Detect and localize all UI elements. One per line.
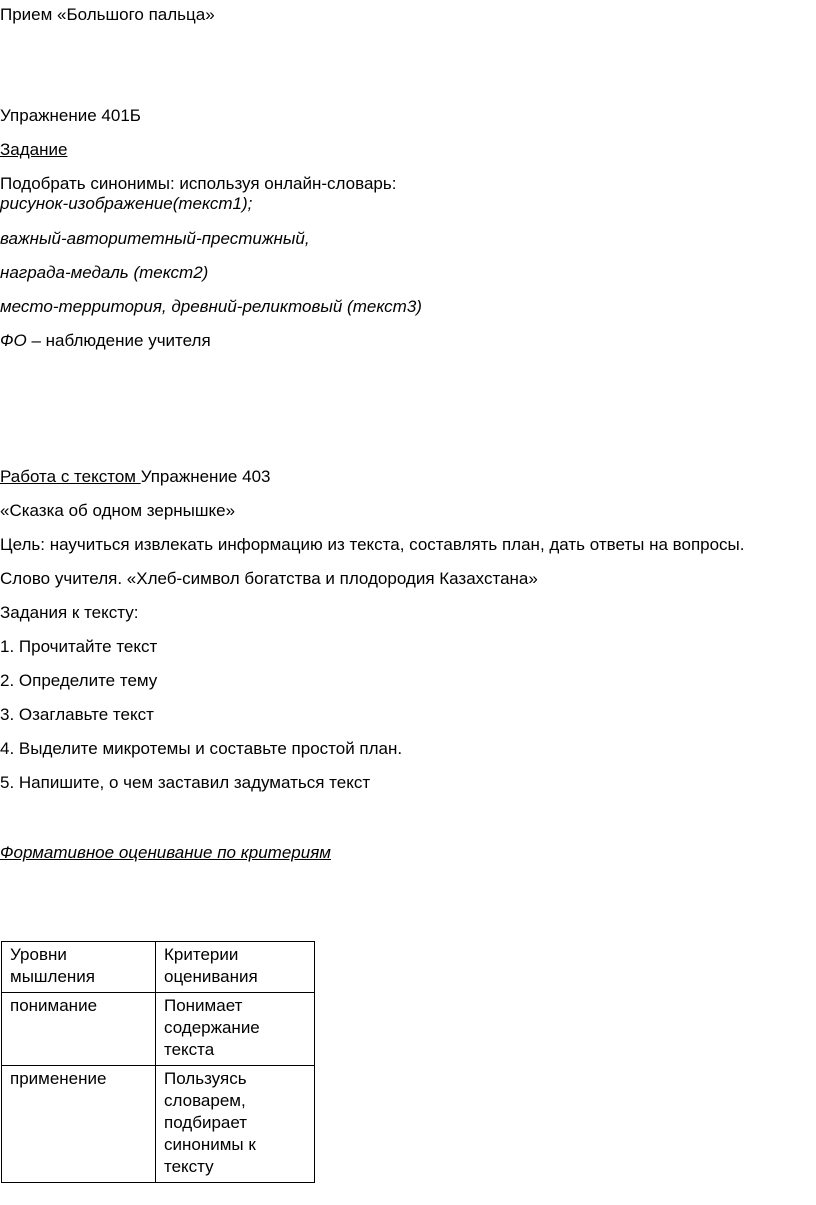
synonym-item: награда-медаль (текст2) xyxy=(0,263,209,282)
table-cell: Пользуясь словарем, подбирает синонимы к тексту xyxy=(156,1066,315,1183)
assessment-heading: Формативное оценивание по критериям xyxy=(0,843,331,862)
task-item: 3. Озаглавьте текст xyxy=(0,705,154,724)
exercise-401-title: Упражнение 401Б xyxy=(0,106,141,125)
table-cell: понимание xyxy=(2,993,156,1066)
task-item: 2. Определите тему xyxy=(0,671,158,690)
task-label: Задание xyxy=(0,140,68,159)
text-work-line xyxy=(0,466,270,488)
synonym-item: важный-авторитетный-престижный, xyxy=(0,229,310,248)
tasks-heading: Задания к тексту: xyxy=(0,603,139,622)
teacher-word: Слово учителя. «Хлеб-символ богатства и плодородия Казахстана» xyxy=(0,569,538,588)
fo-label: ФО xyxy=(0,331,27,350)
table-cell: применение xyxy=(2,1066,156,1183)
synonym-item: место-территория, древний-реликтовый (текст3) xyxy=(0,297,422,316)
technique-title: Прием «Большого пальца» xyxy=(0,5,215,24)
table-row xyxy=(2,1066,315,1183)
story-title: «Сказка об одном зернышке» xyxy=(0,501,236,520)
lesson-goal: Цель: научиться извлекать информацию из текста, составлять план, дать ответы на вопросы. xyxy=(0,535,745,554)
fo-text: – наблюдение учителя xyxy=(26,331,211,350)
exercise-403-title: Упражнение 403 xyxy=(140,467,271,486)
synonym-item: рисунок-изображение(текст1); xyxy=(0,194,253,213)
fo-line xyxy=(0,330,211,352)
synonym-instruction: Подобрать синонимы: используя онлайн-словарь: xyxy=(0,174,397,193)
task-item: 5. Напишите, о чем заставил задуматься текст xyxy=(0,773,371,792)
criteria-table xyxy=(1,941,315,1183)
table-row xyxy=(2,993,315,1066)
task-item: 1. Прочитайте текст xyxy=(0,637,158,656)
table-header-cell: Уровни мышления xyxy=(2,942,156,993)
text-work-label: Работа с текстом xyxy=(0,467,141,486)
table-cell: Понимает содержание текста xyxy=(156,993,315,1066)
table-header-row xyxy=(2,942,315,993)
table-header-cell: Критерии оценивания xyxy=(156,942,315,993)
task-item: 4. Выделите микротемы и составьте простой план. xyxy=(0,739,403,758)
